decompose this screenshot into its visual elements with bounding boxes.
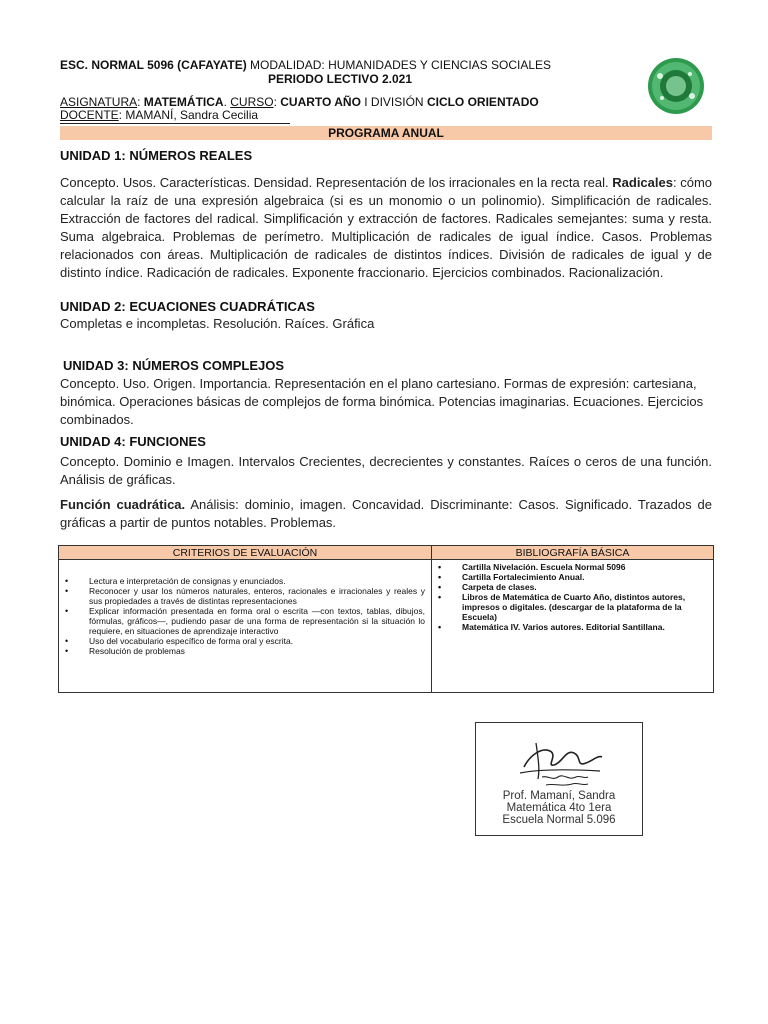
signature-caption [476,790,642,826]
signature-box [475,722,643,836]
header-subject-line [60,95,539,109]
header-teacher-line [60,108,258,122]
list-item: • Libros de Matemática de Cuarto Año, distintos autores, impresos o digitales. (descargar de la plataforma de la Escuela) [436,592,707,622]
list-item: • Lectura e interpretación de consignas y enunciados. [63,576,425,586]
list-item: • Cartilla Fortalecimiento Anual. [436,572,707,582]
list-item: • Carpeta de clases. [436,582,707,592]
signature-icon [516,733,606,791]
course-label: CURSO [230,95,274,109]
unit1-bold: Radicales [612,175,673,190]
cycle: CICLO ORIENTADO [426,95,539,109]
biblio-header: BIBLIOGRAFÍA BÁSICA [432,546,714,560]
unit2-text: Completas e incompletas. Resolución. Raíces. Gráfica [60,316,375,331]
unit3-text: Concepto. Uso. Origen. Importancia. Representación en el plano cartesiano. Formas de expresión: cartesiana, binómica. Operaciones básicas de complejos de forma binómica. Potencias imaginarias. Ecuaciones. Ejercicios combinados. [60,376,704,427]
biblio-list [436,562,707,632]
subject-value: MATEMÁTICA [143,95,224,109]
criteria-list [63,576,425,656]
subject-sep: : [137,95,144,109]
subject-label: ASIGNATURA [60,95,138,109]
unit1-text-a: Concepto. Usos. Características. Densidad. Representación de los irracionales en la recta real. [60,175,613,190]
unit1-text-b: : cómo calcular la raíz de una expresión algebraica (si es un monomio o un polinomio). Simplificación de radicales. Extracción de factores del radical. Simplificación y extracción de factores. Radicales semejantes: suma y resta. Suma algebraica. Problemas de perímetro. Multiplicación de radicales de igual índice. Casos. Problemas relacionados con áreas. Multiplicación de radicales de distintos índices. División de radicales de igual y de distinto índice. Radicación de radicales. Exponente fraccionario. Ejercicios combinados. Racionalización. [60,175,712,280]
course-value: CUARTO AÑO [280,95,361,109]
unit2-title: UNIDAD 2: ECUACIONES CUADRÁTICAS [60,299,315,314]
header-school-line [60,58,620,72]
unit4-text1: Concepto. Dominio e Imagen. Intervalos Crecientes, decrecientes y constantes. Raíces o ceros de una función. Análisis de gráficas. [60,454,712,487]
list-item: • Uso del vocabulario específico de forma oral y escrita. [63,636,425,646]
unit3-title: UNIDAD 3: NÚMEROS COMPLEJOS [63,358,285,373]
school-seal-icon [646,56,706,116]
table-header-row [59,546,714,560]
unit1-title: UNIDAD 1: NÚMEROS REALES [60,148,253,163]
division: I DIVISIÓN [360,95,427,109]
list-item: • Reconocer y usar los números naturales, enteros, racionales e irracionales y reales y sus propiedades a través de distintas representaciones [63,586,425,606]
subject-dot: . [223,95,231,109]
criteria-cell [59,560,432,693]
criteria-header: CRITERIOS DE EVALUACIÓN [59,546,432,560]
unit4-text2 [60,496,712,532]
unit4-bold: Función cuadrática. [60,497,186,512]
programa-anual-banner: PROGRAMA ANUAL [60,126,712,140]
signature-line1: Prof. Mamaní, Sandra [502,790,616,802]
unit4-title: UNIDAD 4: FUNCIONES [60,434,206,449]
teacher-label: DOCENTE [60,108,119,122]
signature-line2: Matemática 4to 1era [506,802,612,814]
unit4-text2-body: Análisis: dominio, imagen. Concavidad. Discriminante: Casos. Significado. Trazados de gráficas a partir de puntos notables. Problemas. [60,497,712,530]
list-item: • Matemática IV. Varios autores. Editorial Santillana. [436,622,707,632]
signature-line3: Escuela Normal 5.096 [502,814,616,826]
school-name: ESC. NORMAL 5096 (CAFAYATE) [60,58,247,72]
evaluation-table [58,545,714,693]
teacher-value: : MAMANÍ, Sandra Cecilia [118,108,259,122]
course-sep: : [273,95,281,109]
period: PERIODO LECTIVO 2.021 [267,72,413,86]
header-underline [60,123,290,124]
list-item: • Explicar información presentada en forma oral o escrita —con textos, tablas, dibujos, fórmulas, gráficos—, pudiendo pasar de una forma de representación si la situación lo requiere, en situaciones de aprendizaje interactivo [63,606,425,636]
modality: MODALIDAD: HUMANIDADES Y CIENCIAS SOCIALES [246,58,552,72]
unit1-text [60,174,712,282]
biblio-cell [432,560,714,693]
table-body-row [59,560,714,693]
list-item: • Resolución de problemas [63,646,425,656]
list-item: • Cartilla Nivelación. Escuela Normal 5096 [436,562,707,572]
